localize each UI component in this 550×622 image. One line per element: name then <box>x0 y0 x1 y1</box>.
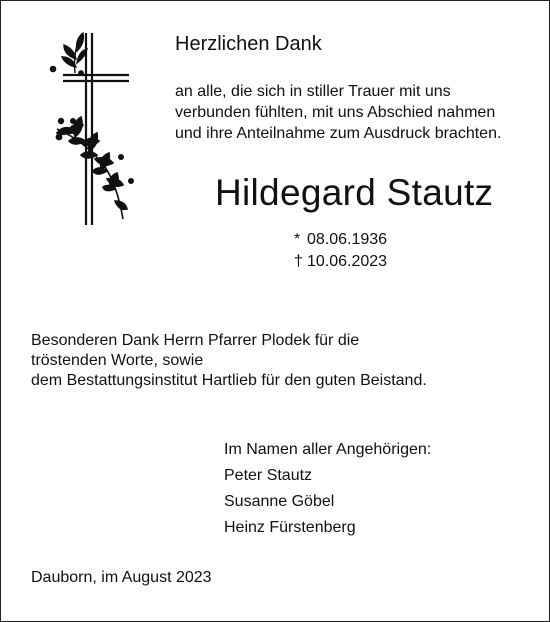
signoff-name: Heinz Fürstenberg <box>224 519 356 536</box>
heading: Herzlichen Dank <box>175 33 322 55</box>
signoff-name: Susanne Göbel <box>224 493 335 510</box>
birth-symbol: * <box>294 231 301 248</box>
intro-line: an alle, die sich in stiller Trauer mit uns <box>175 83 451 100</box>
cross-with-olive-branch-icon <box>45 29 141 225</box>
signoff-intro: Im Namen aller Angehörigen: <box>224 441 432 458</box>
thanks-line: Besonderen Dank Herrn Pfarrer Plodek für die <box>31 332 360 349</box>
birth-date-row <box>294 229 387 251</box>
life-dates <box>294 229 387 273</box>
intro-line: und ihre Anteilnahme zum Ausdruck brachten. <box>175 125 502 142</box>
signoff <box>224 437 431 541</box>
death-symbol: † <box>294 253 303 270</box>
intro-text <box>175 81 501 144</box>
thanks-text <box>31 331 427 391</box>
place-date: Dauborn, im August 2023 <box>31 569 212 586</box>
intro-line: verbunden fühlten, mit uns Abschied nahmen <box>175 104 496 121</box>
thanks-line: tröstenden Worte, sowie <box>31 352 204 369</box>
death-date-row <box>294 251 387 273</box>
death-date: 10.06.2023 <box>307 253 388 270</box>
deceased-name: Hildegard Stautz <box>215 172 494 213</box>
thanks-line: dem Bestattungsinstitut Hartlieb für den guten Beistand. <box>31 372 427 389</box>
birth-date: 08.06.1936 <box>307 231 388 248</box>
signoff-name: Peter Stautz <box>224 467 313 484</box>
